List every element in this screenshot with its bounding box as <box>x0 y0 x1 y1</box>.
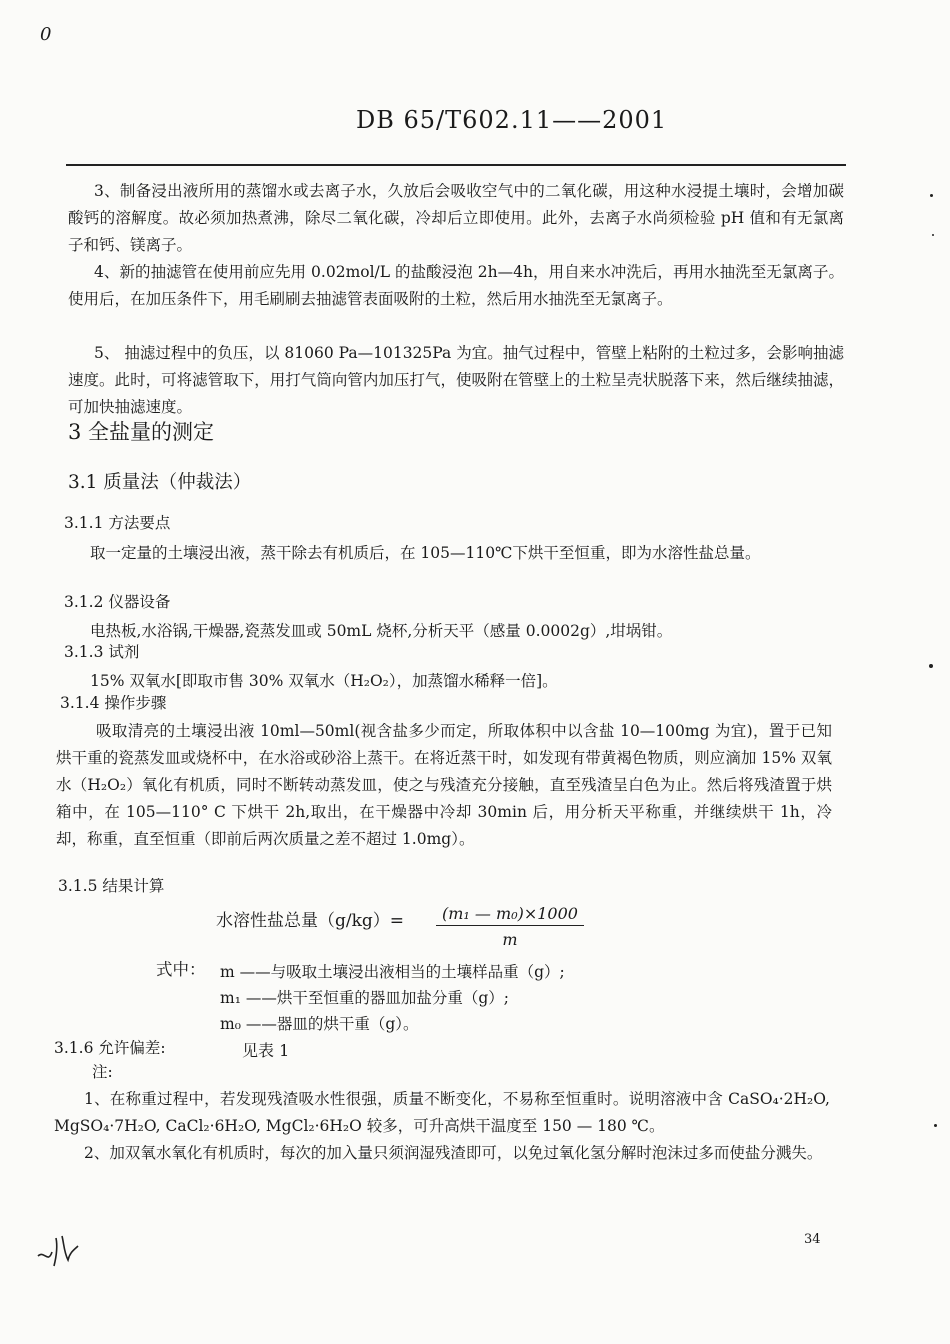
page-number: 34 <box>804 1232 821 1247</box>
section-3-1-6-value: 见表 1 <box>242 1041 290 1060</box>
standard-code-header: DB 65/T602.11——2001 <box>356 106 668 134</box>
scan-speck <box>930 194 933 197</box>
section-3-1-6-title: 3.1.6 允许偏差: <box>54 1039 166 1057</box>
note-5: 5、 抽滤过程中的负压，以 81060 Pa—101325Pa 为宜。抽气过程中，管壁上粘附的土粒过多，会影响抽滤速度。此时，可将滤管取下，用打气筒向管内加压打气，使吸附在管壁上的土粒呈壳状脱落下来，然后继续抽滤，可加快抽滤速度。 <box>68 344 844 416</box>
note-3: 3、制备浸出液所用的蒸馏水或去离子水，久放后会吸收空气中的二氧化碳，用这种水浸提土壤时，会增加碳酸钙的溶解度。故必须加热煮沸，除尽二氧化碳，冷却后立即使用。此外，去离子水尚须检验 pH 值和有无氯离子和钙、镁离子。 <box>68 182 844 254</box>
section-3-1-3-text: 15% 双氧水[即取市售 30% 双氧水（H₂O₂），加蒸馏水稀释一倍]。 <box>90 672 558 690</box>
where-item: m₁ ——烘干至恒重的器皿加盐分重（g）; <box>220 989 509 1007</box>
scan-speck <box>932 234 934 236</box>
header-rule <box>66 164 846 166</box>
section-3-1-2-text: 电热板,水浴锅,干燥器,瓷蒸发皿或 50mL 烧杯,分析天平（感量 0.0002g）,坩埚钳。 <box>90 622 673 640</box>
section-3-1-heading: 3.1 质量法（仲裁法） <box>68 472 252 493</box>
section-3-1-4-title: 3.1.4 操作步骤 <box>60 694 167 712</box>
note-4: 4、新的抽滤管在使用前应先用 0.02mol/L 的盐酸浸泡 2h—4h，用自来水冲洗后，再用水抽洗至无氯离子。使用后，在加压条件下，用毛刷刷去抽滤管表面吸附的土粒，然后用水抽洗至无氯离子。 <box>68 263 844 308</box>
formula-denominator: m <box>502 930 518 949</box>
where-label: 式中： <box>156 960 206 979</box>
note-label: 注: <box>92 1063 113 1081</box>
corner-handwritten-mark: 0 <box>40 24 52 45</box>
final-note-2: 2、加双氧水氧化有机质时，每次的加入量只须润湿残渣即可，以免过氧化氢分解时泡沫过多而使盐分溅失。 <box>84 1144 823 1162</box>
section-3-1-2-title: 3.1.2 仪器设备 <box>64 593 171 611</box>
section-3-1-3-title: 3.1.3 试剂 <box>64 643 140 661</box>
where-item: m₀ ——器皿的烘干重（g）。 <box>220 1015 419 1033</box>
scan-speck <box>934 1124 937 1127</box>
handwritten-scribble <box>34 1230 84 1270</box>
where-item: m ——与吸取土壤浸出液相当的土壤样品重（g）; <box>220 963 565 981</box>
formula-fraction <box>436 904 584 949</box>
final-note-1: 1、在称重过程中，若发现残渣吸水性很强，质量不断变化，不易称至恒重时。说明溶液中含 CaSO₄·2H₂O, MgSO₄·7H₂O, CaCl₂·6H₂O, MgCl₂·6H₂O 较多，可升高烘干温度至 150 — 180 ℃。 <box>54 1090 830 1135</box>
section-3-1-1-text: 取一定量的土壤浸出液，蒸干除去有机质后，在 105—110℃下烘干至恒重，即为水溶性盐总量。 <box>90 544 761 562</box>
section-3-1-4-text: 吸取清亮的土壤浸出液 10ml—50ml(视含盐多少而定，所取体积中以含盐 10—100mg 为宜)，置于已知烘干重的瓷蒸发皿或烧杯中，在水浴或砂浴上蒸干。在将近蒸干时，如发现有带黄褐色物质，则应滴加 15% 双氧水（H₂O₂）氧化有机质，同时不断转动蒸发皿，使之与残渣充分接触，直至残渣呈白色为止。然后将残渣置于烘箱中，在 105—110° C 下烘干 2h,取出，在干燥器中冷却 30min 后，用分析天平称重，并继续烘干 1h，冷却，称重，直至恒重（即前后两次质量之差不超过 1.0mg）。 <box>56 722 832 848</box>
formula-numerator: (m₁ — m₀)×1000 <box>436 904 584 926</box>
section-3-heading: 3 全盐量的测定 <box>68 420 215 444</box>
section-3-1-5-title: 3.1.5 结果计算 <box>58 877 165 895</box>
scan-speck <box>929 664 933 668</box>
section-3-1-1-title: 3.1.1 方法要点 <box>64 514 171 532</box>
formula-lhs: 水溶性盐总量（g/kg）= <box>216 911 405 931</box>
